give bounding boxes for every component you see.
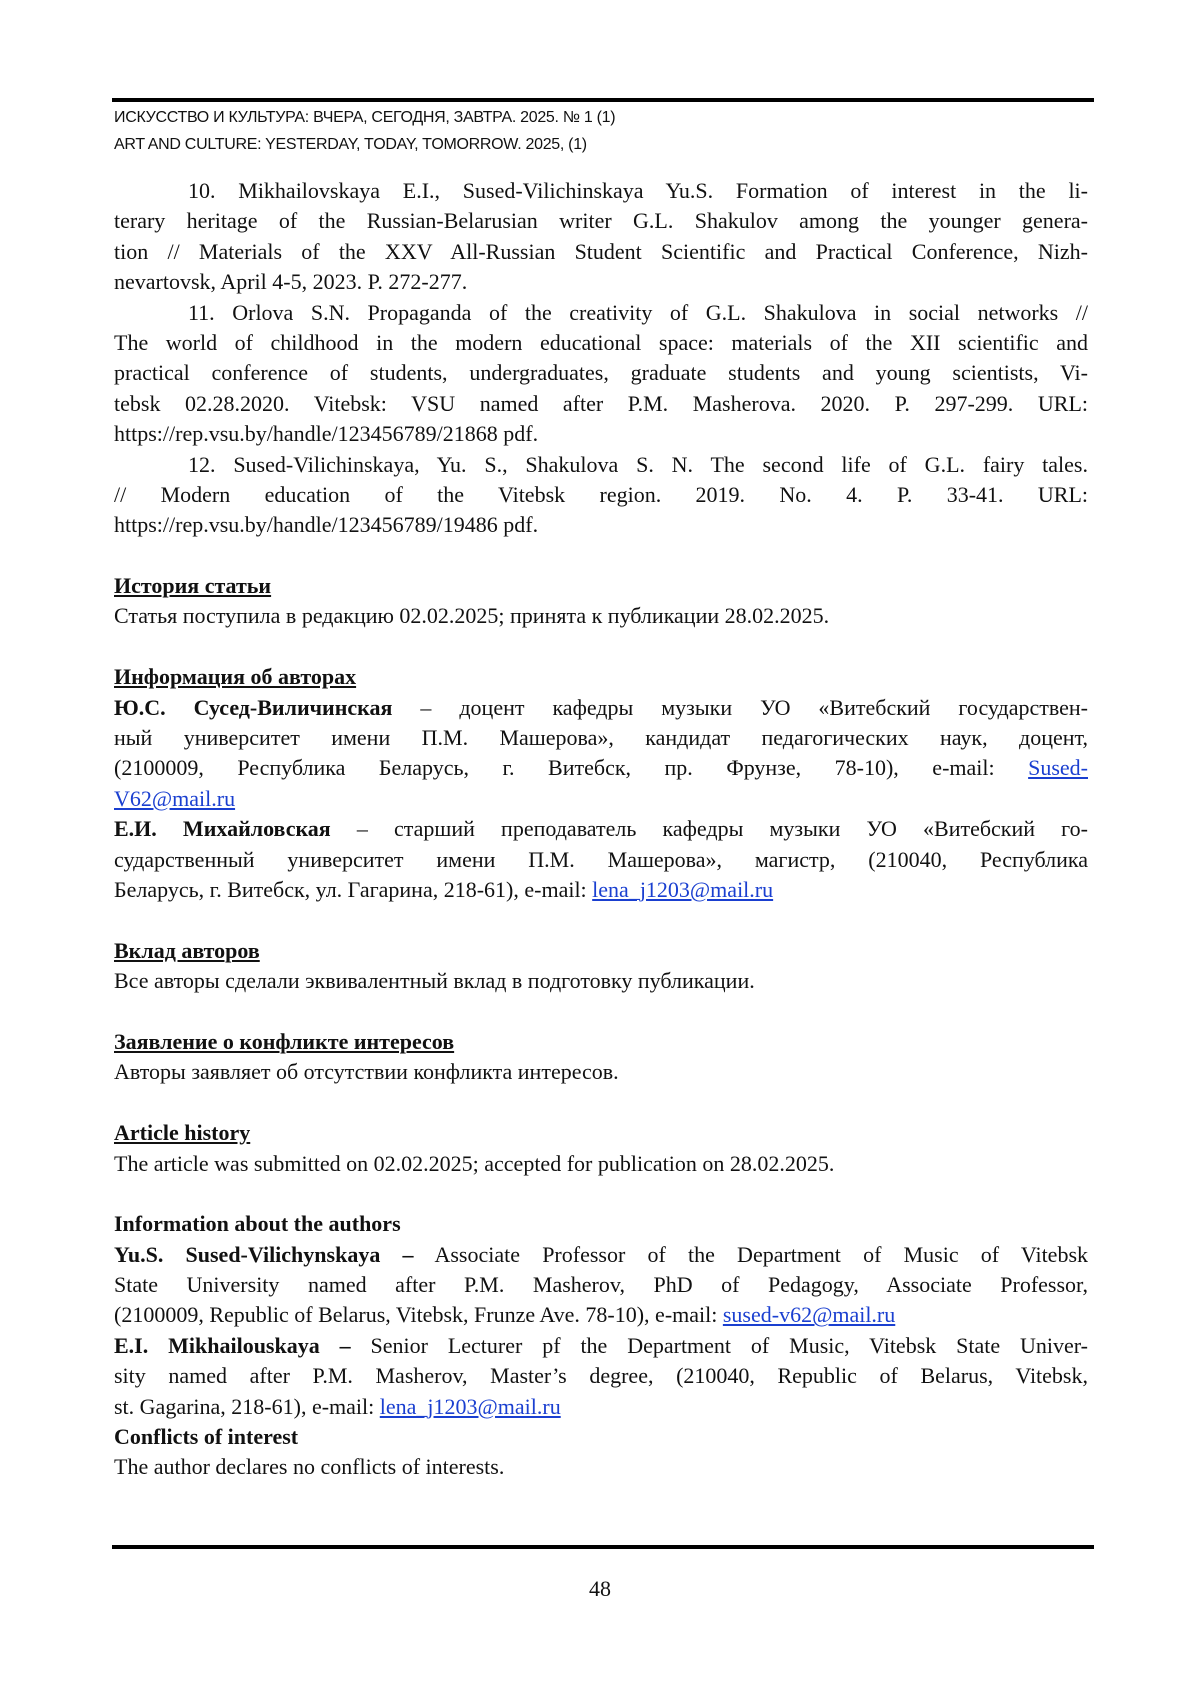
document-body (114, 176, 1088, 1483)
text: practical conference of students, undergraduates, graduate students and young scientists, Vi- (114, 360, 1088, 386)
page-number: 48 (589, 1576, 611, 1601)
text: nevartovsk, April 4-5, 2023. P. 272-277. (114, 269, 468, 295)
text-line (114, 1422, 1088, 1452)
text-line (114, 1392, 1088, 1422)
email-link[interactable]: Sused- (1028, 755, 1088, 781)
reference-10 (114, 176, 1088, 298)
text: State University named after P.M. Masherov, PhD of Pedagogy, Associate Professor, (114, 1272, 1088, 1298)
text-line (114, 1361, 1088, 1391)
conflict-ru (114, 1027, 1088, 1088)
text: – доцент кафедры музыки УО «Витебский государствен- (392, 694, 1089, 720)
bold-text: Yu.S. Sused-Vilichynskaya – (114, 1241, 414, 1267)
text-line (114, 1209, 1088, 1239)
text: 11. Orlova S.N. Propaganda of the creativity of G.L. Shakulova in social networks // (188, 299, 1088, 325)
text-line (114, 237, 1088, 267)
text-line (114, 966, 1088, 996)
text: 12. Sused-Vilichinskaya, Yu. S., Shakulova S. N. The second life of G.L. fairy tales. (188, 451, 1088, 477)
header-rule (112, 98, 1094, 102)
bold-text: E.I. Mikhailouskaya – (114, 1332, 351, 1358)
text-line (114, 206, 1088, 236)
text-line (114, 1331, 1088, 1361)
text-line (114, 358, 1088, 388)
text: Senior Lecturer pf the Department of Music, Vitebsk State Univer- (350, 1332, 1089, 1358)
text-line (114, 723, 1088, 753)
section-heading: История статьи (114, 573, 272, 599)
bold-text: Е.И. Михайловская (114, 816, 331, 842)
spacer (114, 1088, 1088, 1118)
text: ный университет имени П.М. Машерова», кандидат педагогических наук, доцент, (114, 725, 1088, 751)
reference-11 (114, 298, 1088, 450)
text: tion // Materials of the XXV All-Russian Student Scientific and Practical Conference, Nizh- (114, 238, 1088, 264)
authors-info-ru (114, 662, 1088, 905)
text-line (114, 1270, 1088, 1300)
text-line (114, 480, 1088, 510)
text-line (114, 1240, 1088, 1270)
spacer (114, 997, 1088, 1027)
section-heading: Article history (114, 1120, 251, 1146)
footer-rule (112, 1545, 1094, 1549)
article-history-ru (114, 571, 1088, 632)
spacer (114, 1179, 1088, 1209)
text-line (114, 1149, 1088, 1179)
text: Associate Professor of the Department of Music of Vitebsk (413, 1241, 1089, 1267)
text-line (114, 328, 1088, 358)
text-line (114, 662, 1088, 692)
contribution-ru (114, 936, 1088, 997)
text: terary heritage of the Russian-Belarusian writer G.L. Shakulov among the younger genera- (114, 208, 1088, 234)
spacer (114, 905, 1088, 935)
email-link[interactable]: V62@mail.ru (114, 785, 236, 811)
text-line (114, 875, 1088, 905)
text: – старший преподаватель кафедры музыки УО «Витебский го- (330, 816, 1088, 842)
spacer (114, 541, 1088, 571)
text-line (114, 298, 1088, 328)
bold-text: Ю.С. Сусед-Виличинская (114, 694, 393, 720)
text-line (114, 814, 1088, 844)
authors-info-en (114, 1209, 1088, 1422)
bold-text: Information about the authors (114, 1211, 401, 1237)
text: сударственный университет имени П.М. Машерова», магистр, (210040, Республика (114, 846, 1088, 872)
conflict-en (114, 1422, 1088, 1483)
text-line (114, 176, 1088, 206)
text-line (114, 693, 1088, 723)
email-link[interactable]: sused-v62@mail.ru (722, 1302, 896, 1328)
text-line (114, 267, 1088, 297)
section-heading: Информация об авторах (114, 664, 357, 690)
article-history-en (114, 1118, 1088, 1179)
text-line (114, 845, 1088, 875)
text-line (114, 936, 1088, 966)
text-line (114, 601, 1088, 631)
text-line (114, 1452, 1088, 1482)
running-head-ru: ИСКУССТВО И КУЛЬТУРА: ВЧЕРА, СЕГОДНЯ, ЗАВТРА. 2025. № 1 (1) (114, 109, 616, 126)
text-line (114, 1118, 1088, 1148)
email-link[interactable]: lena_j1203@mail.ru (379, 1393, 561, 1419)
text: // Modern education of the Vitebsk region. 2019. No. 4. P. 33-41. URL: (114, 481, 1088, 507)
text: https://rep.vsu.by/handle/123456789/21868 pdf. (114, 421, 539, 447)
text: (2100009, Республика Беларусь, г. Витебск, пр. Фрунзе, 78-10), e-mail: (114, 755, 1029, 781)
email-link[interactable]: lena_j1203@mail.ru (592, 876, 774, 902)
text: tebsk 02.28.2020. Vitebsk: VSU named after P.M. Masherova. 2020. P. 297-299. URL: (114, 390, 1088, 416)
spacer (114, 632, 1088, 662)
text-line (114, 571, 1088, 601)
running-head (114, 104, 615, 158)
text: Авторы заявляет об отсутствии конфликта интересов. (114, 1059, 619, 1085)
text: The author declares no conflicts of interests. (114, 1454, 505, 1480)
text: sity named after P.M. Masherov, Master’s degree, (210040, Republic of Belarus, Vitebsk, (114, 1363, 1088, 1389)
text-line (114, 753, 1088, 783)
text: 10. Mikhailovskaya E.I., Sused-Vilichinskaya Yu.S. Formation of interest in the li- (188, 178, 1088, 203)
text-line (114, 1027, 1088, 1057)
section-heading: Вклад авторов (114, 937, 260, 963)
running-head-en: ART AND CULTURE: YESTERDAY, TODAY, TOMORROW. 2025, (1) (114, 136, 587, 153)
text-line (114, 784, 1088, 814)
section-heading: Заявление о конфликте интересов (114, 1028, 455, 1054)
text-line (114, 1300, 1088, 1330)
text: Все авторы сделали эквивалентный вклад в подготовку публикации. (114, 968, 755, 994)
text: The article was submitted on 02.02.2025; accepted for publication on 28.02.2025. (114, 1150, 835, 1176)
text: https://rep.vsu.by/handle/123456789/19486 pdf. (114, 512, 539, 538)
text: st. Gagarina, 218-61), e-mail: (114, 1393, 380, 1419)
text: Беларусь, г. Витебск, ул. Гагарина, 218-61), e-mail: (114, 876, 593, 902)
text-line (114, 419, 1088, 449)
text: (2100009, Republic of Belarus, Vitebsk, Frunze Ave. 78-10), e-mail: (114, 1302, 723, 1328)
text-line (114, 450, 1088, 480)
reference-12 (114, 450, 1088, 541)
text-line (114, 1057, 1088, 1087)
text: Статья поступила в редакцию 02.02.2025; принята к публикации 28.02.2025. (114, 603, 830, 629)
text-line (114, 510, 1088, 540)
text-line (114, 389, 1088, 419)
bold-text: Conflicts of interest (114, 1424, 299, 1450)
text: The world of childhood in the modern educational space: materials of the XII scientific and (114, 329, 1088, 355)
